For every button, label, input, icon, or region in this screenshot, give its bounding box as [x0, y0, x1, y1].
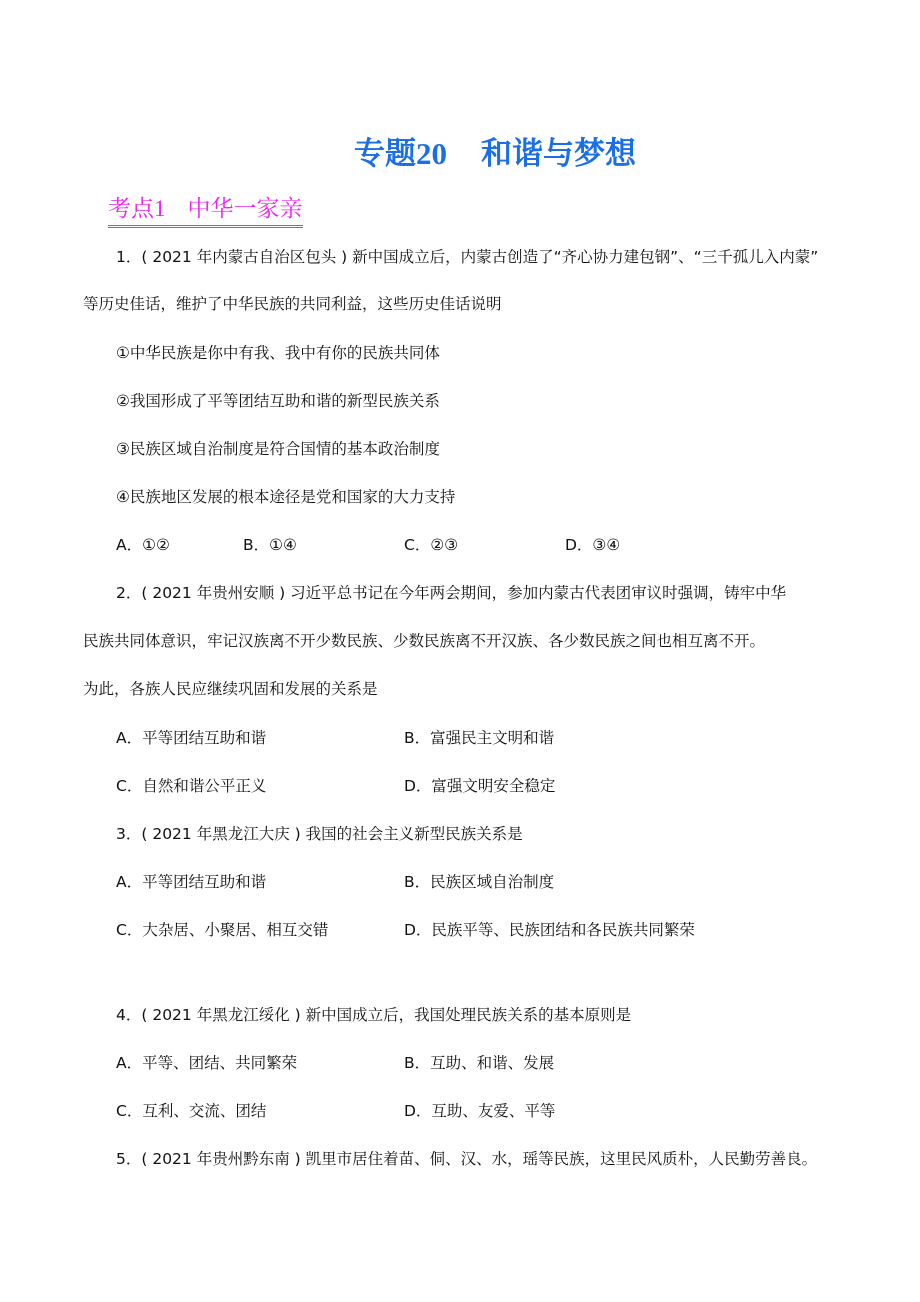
- section-prefix: 考点: [108, 196, 154, 222]
- statement-1: ①中华民族是你中有我、我中有你的民族共同体: [116, 344, 440, 362]
- question-3-line-1: 3．( 2021 年黑龙江大庆 ) 我国的社会主义新型民族关系是: [116, 825, 523, 843]
- q1-option-c: C．②③: [404, 536, 459, 554]
- section-text: 中华一家亲: [187, 196, 303, 222]
- q2-option-b: B．富强民主文明和谐: [404, 729, 555, 747]
- question-1-line-1: 1．( 2021 年内蒙古自治区包头 ) 新中国成立后，内蒙古创造了“齐心协力建包钢”、“三千孤儿入内蒙”: [116, 248, 819, 266]
- question-4-line-1: 4．( 2021 年黑龙江绥化 ) 新中国成立后，我国处理民族关系的基本原则是: [116, 1006, 632, 1024]
- section-heading: [108, 194, 303, 228]
- question-5-line-1: 5．( 2021 年贵州黔东南 ) 凯里市居住着苗、侗、汉、水，瑶等民族，这里民风质朴，人民勤劳善良。: [116, 1150, 818, 1168]
- q3-option-d: D．民族平等、民族团结和各民族共同繁荣: [404, 921, 695, 939]
- q4-option-a: A．平等、团结、共同繁荣: [116, 1054, 298, 1072]
- q3-option-c: C．大杂居、小聚居、相互交错: [116, 921, 329, 939]
- statement-4: ④民族地区发展的根本途径是党和国家的大力支持: [116, 488, 456, 506]
- q3-option-a: A．平等团结互助和谐: [116, 873, 267, 891]
- question-2-line-3: 为此，各族人民应继续巩固和发展的关系是: [83, 680, 378, 698]
- q1-option-b: B．①④: [243, 536, 297, 554]
- q1-option-d: D．③④: [565, 536, 621, 554]
- q2-option-d: D．富强文明安全稳定: [404, 777, 556, 795]
- q3-option-b: B．民族区域自治制度: [404, 873, 555, 891]
- q1-option-a: A．①②: [116, 536, 170, 554]
- question-1-line-2: 等历史佳话，维护了中华民族的共同利益，这些历史佳话说明: [83, 295, 502, 313]
- q4-option-b: B．互助、和谐、发展: [404, 1054, 555, 1072]
- question-2-line-1: 2．( 2021 年贵州安顺 ) 习近平总书记在今年两会期间，参加内蒙古代表团审议时强调，铸牢中华: [116, 584, 787, 602]
- statement-2: ②我国形成了平等团结互助和谐的新型民族关系: [116, 392, 440, 410]
- title-number: 20: [416, 136, 447, 171]
- statement-3: ③民族区域自治制度是符合国情的基本政治制度: [116, 440, 440, 458]
- q2-option-a: A．平等团结互助和谐: [116, 729, 267, 747]
- page-title: [0, 128, 920, 173]
- title-text: 和谐与梦想: [481, 136, 636, 172]
- title-prefix: 专题: [354, 136, 416, 172]
- q4-option-d: D．互助、友爱、平等: [404, 1102, 556, 1120]
- question-2-line-2: 民族共同体意识，牢记汉族离不开少数民族、少数民族离不开汉族、各少数民族之间也相互离不开。: [83, 632, 766, 650]
- section-number: 1: [154, 196, 166, 221]
- q4-option-c: C．互利、交流、团结: [116, 1102, 267, 1120]
- q2-option-c: C．自然和谐公平正义: [116, 777, 267, 795]
